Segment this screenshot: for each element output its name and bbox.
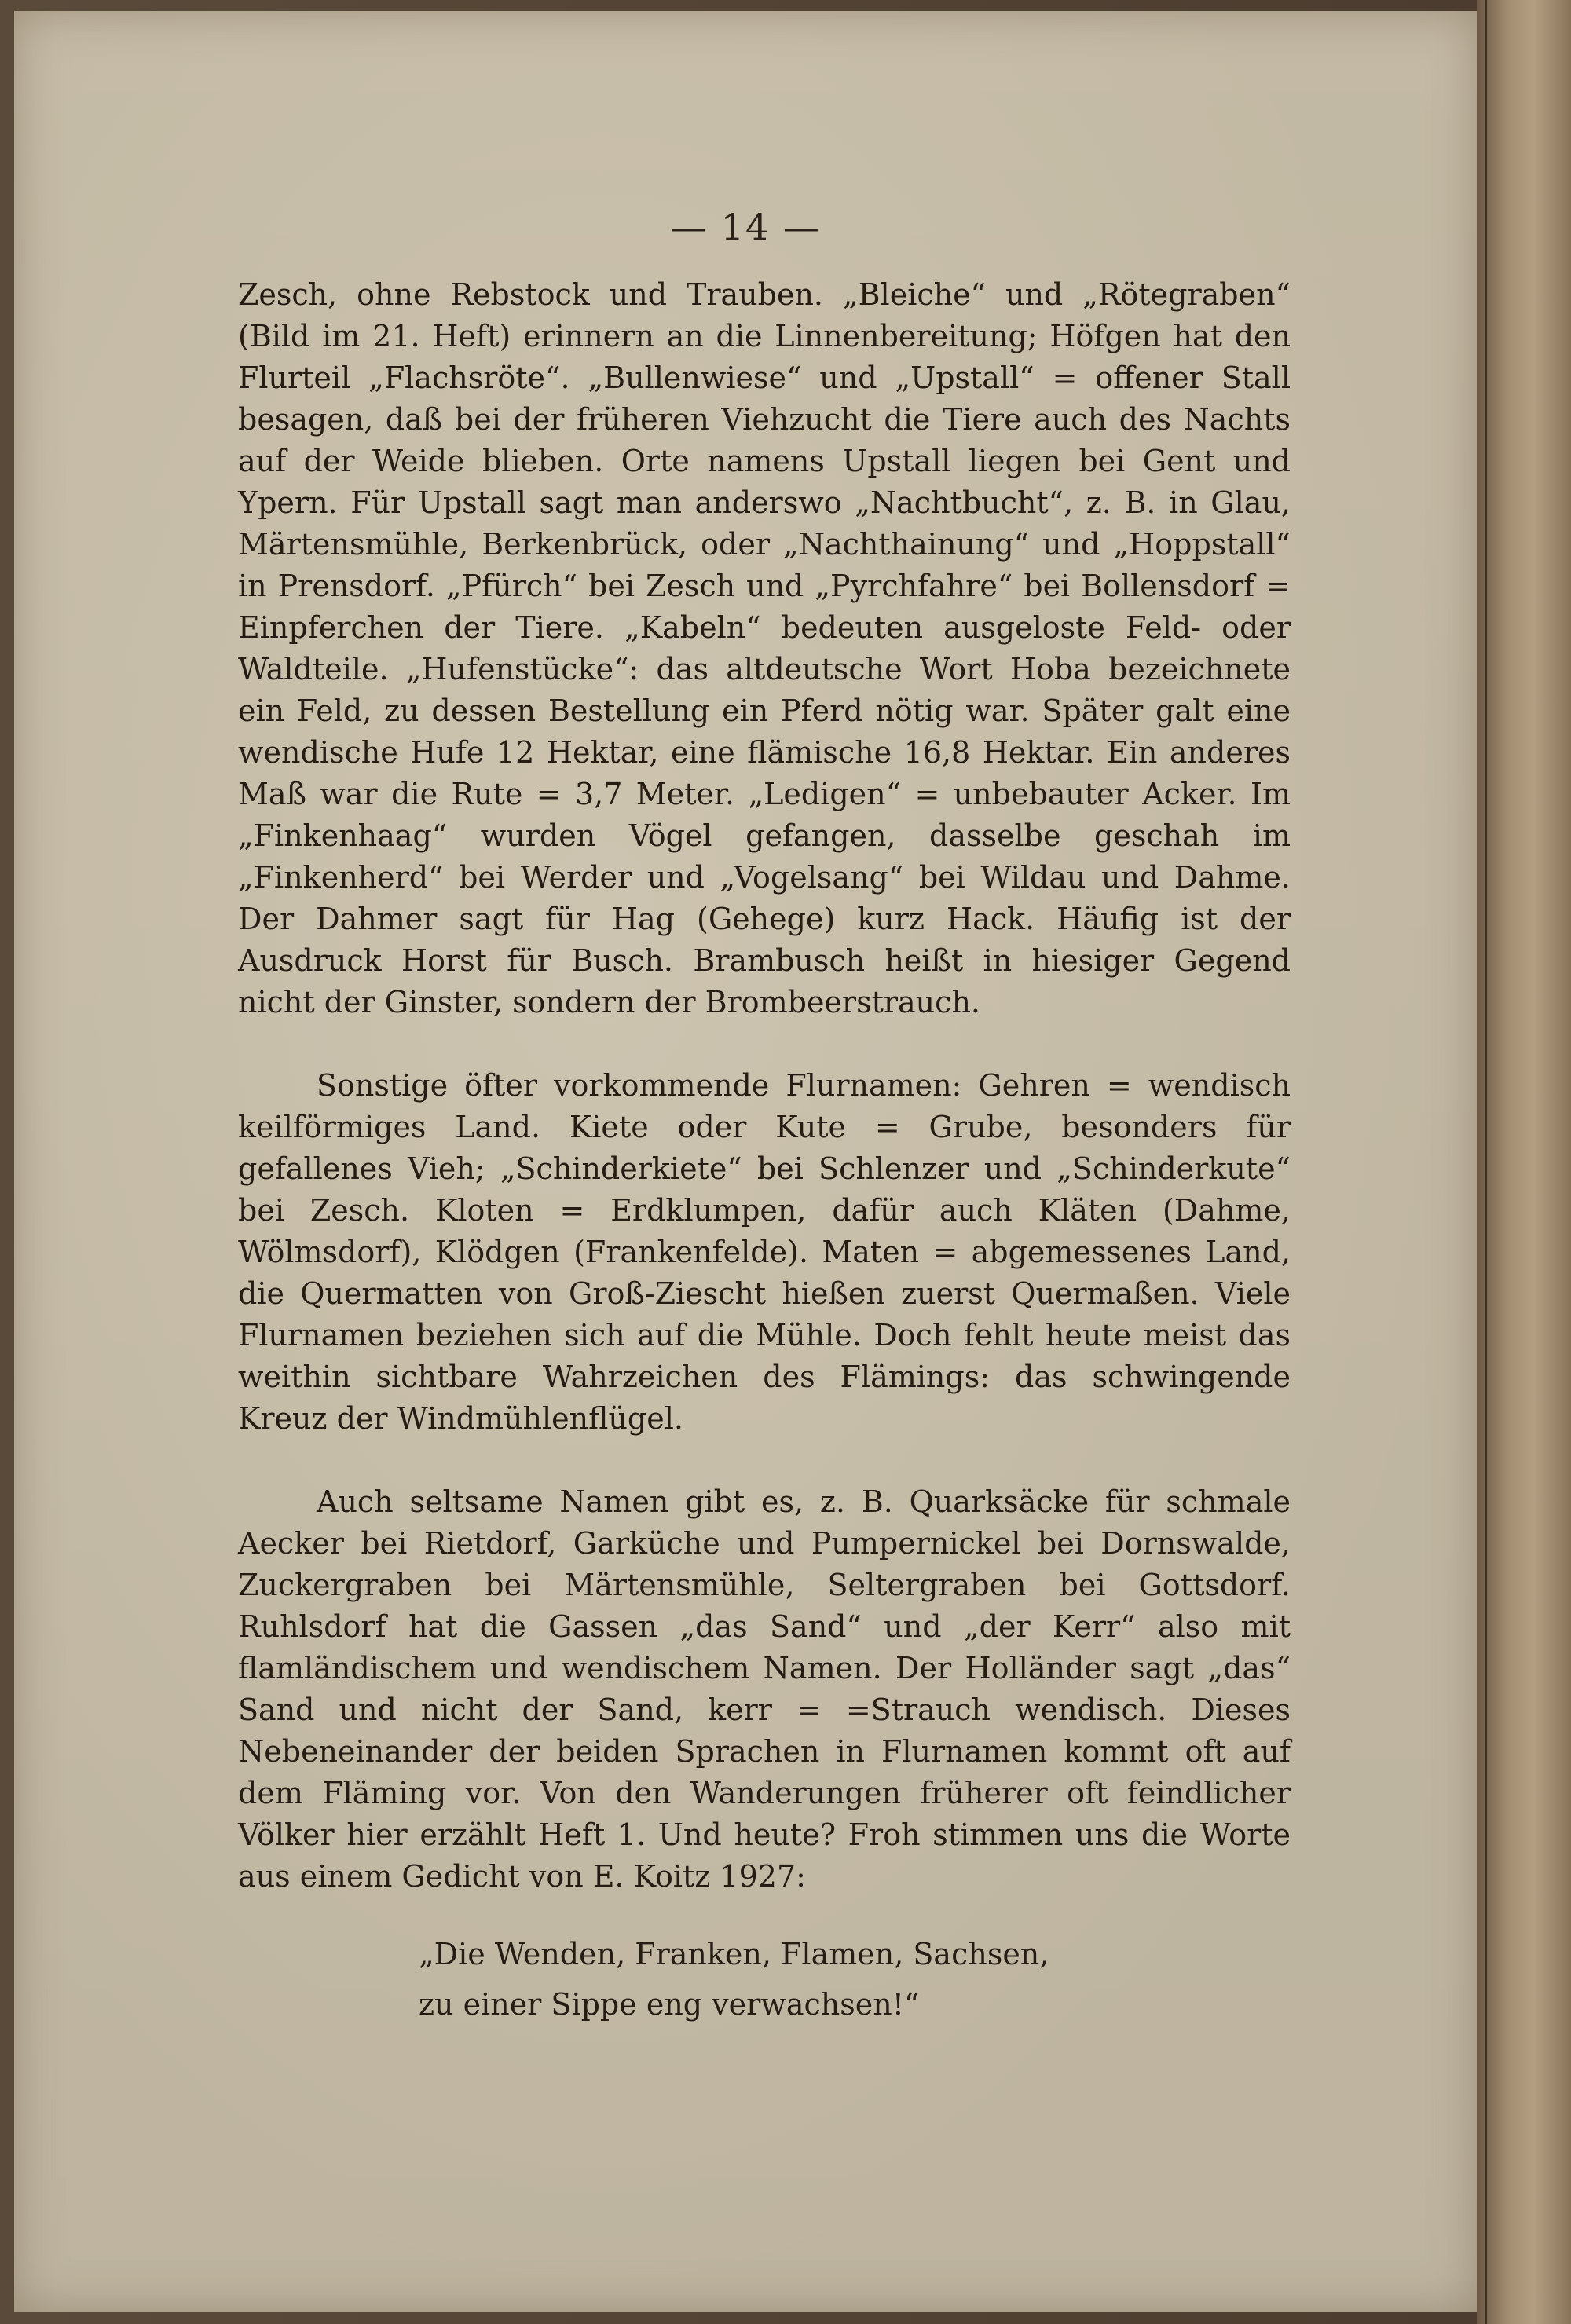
quote-line-1: „Die Wenden, Franken, Flamen, Sachsen, [419, 1937, 1049, 1971]
paragraph-1: Zesch, ohne Rebstock und Trauben. „Bleiche“ und „Rötegraben“ (Bild im 21. Heft) erinnern an die Linnenbereitung; Höfgen hat den Flurteil „Flachsröte“. „Bullenwiese“ und „Upstall“ = offener Stall besagen, daß bei der früheren Viehzucht die Tiere auch des Nachts auf der Weide blieben. Orte namens Upstall liegen bei Gent und Ypern. Für Upstall sagt man anderswo „Nachtbucht“, z. B. in Glau, Märtensmühle, Berkenbrück, oder „Nachthainung“ und „Hoppstall“ in Prensdorf. „Pfürch“ bei Zesch und „Pyrchfahre“ bei Bollensdorf = Einpferchen der Tiere. „Kabeln“ bedeuten ausgeloste Feld- oder Waldteile. „Hufenstücke“: das altdeutsche Wort Hoba bezeichnete ein Feld, zu dessen Bestellung ein Pferd nötig war. Später galt eine wendische Hufe 12 Hektar, eine flämische 16,8 Hektar. Ein anderes Maß war die Rute = 3,7 Meter. „Ledigen“ = unbebauter Acker. Im „Finkenhaag“ wurden Vögel gefangen, dasselbe geschah im „Finkenherd“ bei Werder und „Vogelsang“ bei Wildau und Dahme. Der Dahmer sagt für Hag (Gehege) kurz Hack. Häufig ist der Ausdruck Horst für Busch. Brambusch heißt in hiesiger Gegend nicht der Ginster, sondern der Brombeerstrauch. [238, 277, 1291, 1019]
adjacent-page-edge [1477, 0, 1571, 2324]
body-text [238, 274, 1291, 2029]
page-number: — 14 — [670, 206, 821, 248]
book-page [14, 11, 1477, 2312]
paragraph-3: Auch seltsame Namen gibt es, z. B. Quarksäcke für schmale Aecker bei Rietdorf, Garküche und Pumpernickel bei Dornswalde, Zuckergraben bei Märtensmühle, Seltergraben bei Gottsdorf. Ruhlsdorf hat die Gassen „das Sand“ und „der Kerr“ also mit flamländischem und wendischem Namen. Der Holländer sagt „das“ Sand und nicht der Sand, kerr = =Strauch wendisch. Dieses Nebeneinander der beiden Sprachen in Flurnamen kommt oft auf dem Fläming vor. Von den Wanderungen früherer oft feindlicher Völker hier erzählt Heft 1. Und heute? Froh stimmen uns die Worte aus einem Gedicht von E. Koitz 1927: [238, 1484, 1291, 1894]
paragraph-2: Sonstige öfter vorkommende Flurnamen: Gehren = wendisch keilförmiges Land. Kiete oder Kute = Grube, besonders für gefallenes Vieh; „Schinderkiete“ bei Schlenzer und „Schinderkute“ bei Zesch. Kloten = Erdklumpen, dafür auch Kläten (Dahme, Wölmsdorf), Klödgen (Frankenfelde). Maten = abgemessenes Land, die Quermatten von Groß-Ziescht hießen zuerst Quermaßen. Viele Flurnamen beziehen sich auf die Mühle. Doch fehlt heute meist das weithin sichtbare Wahrzeichen des Flämings: das schwingende Kreuz der Windmühlenflügel. [238, 1068, 1291, 1436]
binding-fold [1485, 0, 1487, 2324]
quote-line-2: zu einer Sippe eng verwachsen!“ [419, 1987, 920, 2022]
poem-quote [238, 1929, 1291, 2029]
